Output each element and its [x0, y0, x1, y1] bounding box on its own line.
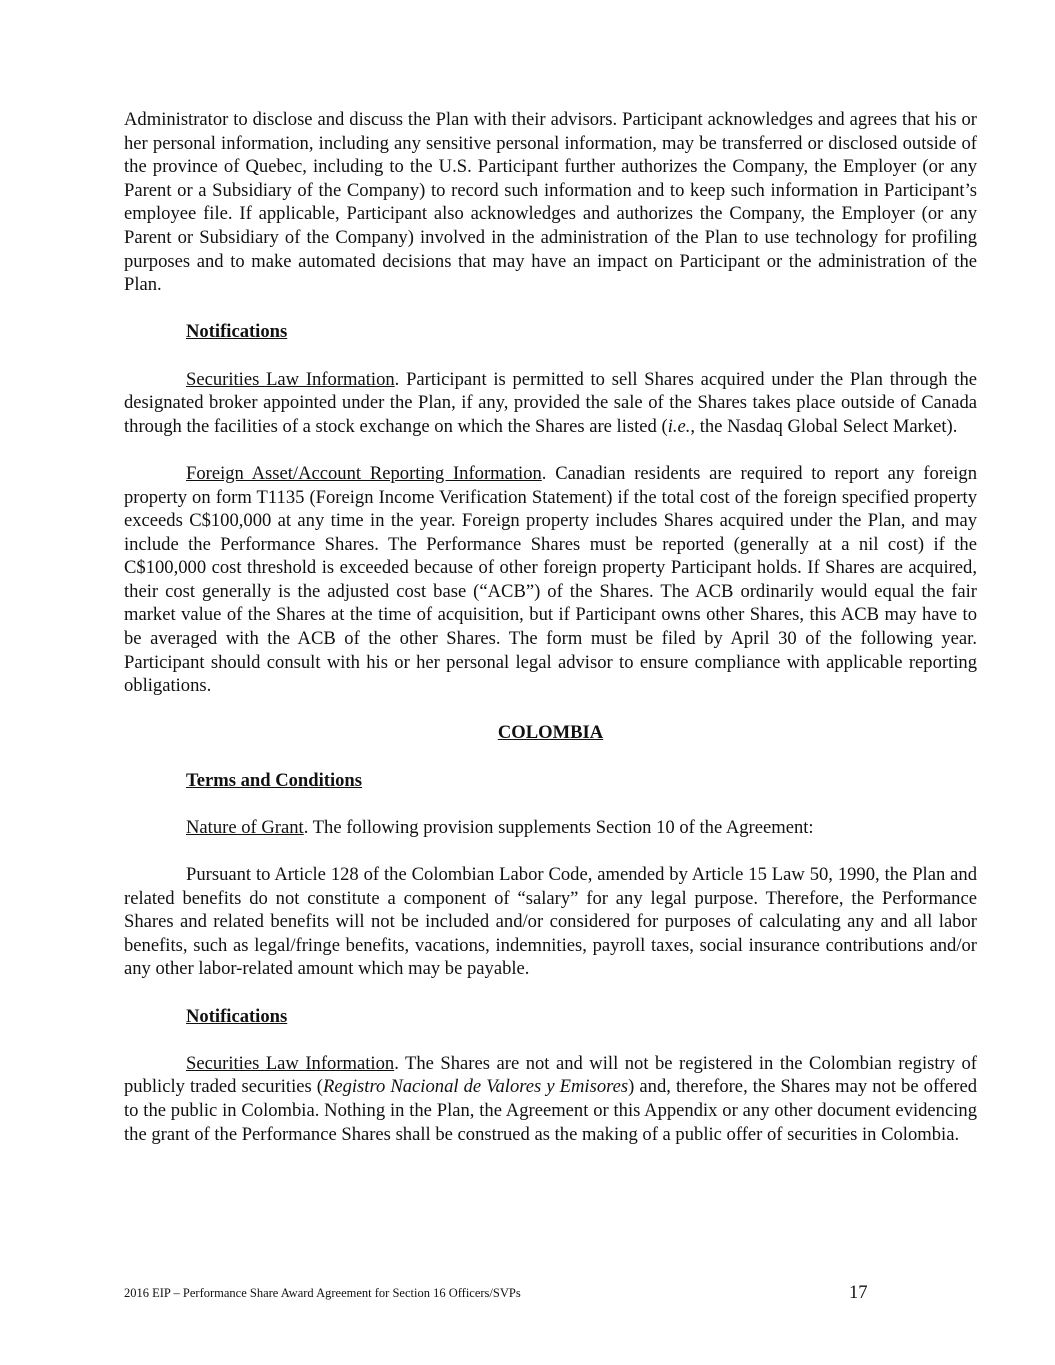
foreign-asset-text: . Canadian residents are required to report any foreign property on form T1135 (Foreign Income Verification Statement) if the total cost of the foreign specified property exceeds C$100,000 at any time in the year. Foreign property includes Shares acquired under the Plan, and may include the Performance Shares. The Performance Shares must be reported (generally at a nil cost) if the C$100,000 cost threshold is exceeded because of other foreign property Participant holds. If Shares are acquired, their cost generally is the adjusted cost base (“ACB”) of the Shares. The ACB ordinarily would equal the fair market value of the Shares at the time of acquisition, but if Participant owns other Shares, this ACB may have to be averaged with the ACB of the other Shares. The form must be filed by April 30 of the following year. Participant should consult with his or her personal legal advisor to ensure compliance with applicable reporting obligations.	[124, 462, 977, 697]
securities-law-italic: i.e.	[667, 415, 691, 437]
notifications-heading-canada: Notifications	[186, 321, 288, 343]
footer-title: 2016 EIP – Performance Share Award Agreement for Section 16 Officers/SVPs	[124, 1286, 521, 1300]
paragraph-labor-code: Pursuant to Article 128 of the Colombian Labor Code, amended by Article 15 Law 50, 1990, the Plan and related benefits do not constitute a component of “salary” for any legal purpose. Therefore, the Performance Shares and related benefits will not be included and/or considered for purposes of calculating any and all labor benefits, such as legal/fringe benefits, vacations, indemnities, payroll taxes, social insurance contributions and/or any other labor-related amount which may be payable.	[124, 864, 977, 980]
terms-heading-colombia: Terms and Conditions	[186, 769, 363, 791]
securities-law-title-colombia: Securities Law Information	[186, 1052, 395, 1074]
document-body	[124, 108, 977, 1170]
foreign-asset-title: Foreign Asset/Account Reporting Information	[186, 462, 542, 484]
notifications-heading-colombia: Notifications	[186, 1005, 288, 1027]
nature-of-grant-text: . The following provision supplements Section 10 of the Agreement:	[303, 816, 814, 838]
securities-law-text-a-colombia: . The Shares are not and will not be registered in the Colombian registry of publicly traded securities (	[124, 1052, 977, 1098]
securities-law-italic-colombia: Registro Nacional de Valores y Emisores	[322, 1076, 629, 1098]
paragraph-foreign-asset-reporting	[124, 462, 977, 698]
securities-law-text-b-colombia: ) and, therefore, the Shares may not be offered to the public in Colombia. Nothing in the Plan, the Agreement or this Appendix or any other document evidencing the grant of the Performance Shares shall be construed as the making of a public offer of securities in Colombia.	[124, 1076, 977, 1145]
paragraph-securities-law-canada	[124, 368, 977, 439]
securities-law-text-a: . Participant is permitted to sell Shares acquired under the Plan through the designated broker appointed under the Plan, if any, provided the sale of the Shares takes place outside of Canada through the facilities of a stock exchange on which the Shares are listed (	[124, 368, 977, 437]
paragraph-securities-law-colombia	[124, 1052, 977, 1146]
paragraph-privacy-continued: Administrator to disclose and discuss the Plan with their advisors. Participant acknowledges and agrees that his or her personal information, including any sensitive personal information, may be transferred or disclosed outside of the province of Quebec, including to the U.S. Participant further authorizes the Company, the Employer (or any Parent or a Subsidiary of the Company) to record such information and to keep such information in Participant’s employee file. If applicable, Participant also acknowledges and authorizes the Company, the Employer (or any Parent or Subsidiary of the Company) involved in the administration of the Plan to use technology for profiling purposes and to make automated decisions that may have an impact on Participant or the administration of the Plan.	[124, 109, 977, 296]
securities-law-text-b: , the Nasdaq Global Select Market).	[690, 415, 958, 437]
paragraph-nature-of-grant	[124, 816, 977, 840]
securities-law-title: Securities Law Information	[186, 368, 395, 390]
page-number: 17	[849, 1282, 868, 1303]
country-heading-colombia: COLOMBIA	[497, 722, 604, 744]
nature-of-grant-title: Nature of Grant	[186, 816, 304, 838]
